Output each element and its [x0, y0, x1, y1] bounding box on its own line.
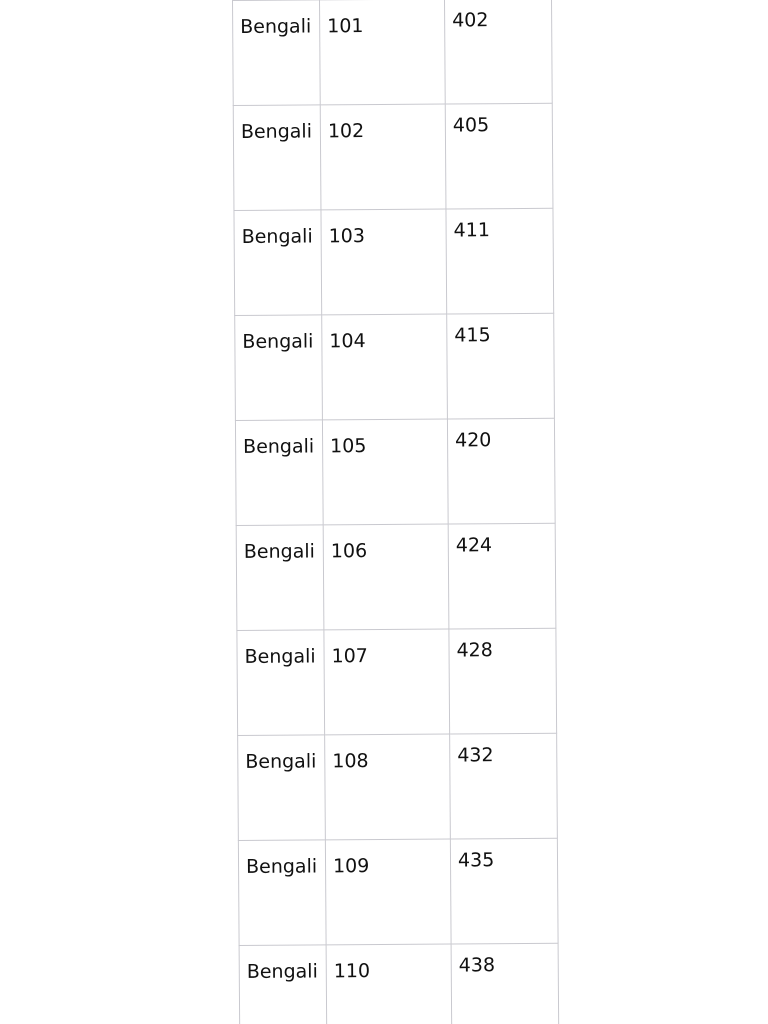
code-text: 110	[333, 960, 371, 983]
language-text: Bengali	[243, 435, 315, 458]
table-row	[233, 0, 553, 105]
data-table	[232, 0, 559, 1024]
value-text: 438	[458, 954, 496, 977]
code-cell	[325, 839, 451, 945]
value-text: 432	[457, 744, 494, 767]
code-cell	[324, 629, 450, 735]
value-text: 424	[455, 534, 493, 557]
code-text: 105	[330, 435, 367, 458]
table-row	[233, 103, 553, 210]
code-text: 104	[329, 330, 366, 353]
value-text: 411	[453, 219, 490, 242]
language-cell	[235, 420, 323, 526]
language-cell	[233, 0, 321, 105]
table-row	[236, 523, 556, 630]
language-cell	[234, 210, 322, 316]
language-text: Bengali	[245, 855, 318, 878]
language-text: Bengali	[244, 645, 316, 668]
code-cell	[323, 524, 449, 630]
code-cell	[322, 419, 448, 525]
table-row	[235, 313, 555, 420]
table-body	[233, 0, 559, 1024]
code-cell	[321, 209, 447, 315]
language-cell	[236, 525, 324, 631]
table-row	[238, 733, 558, 840]
value-cell	[447, 418, 555, 524]
code-cell	[326, 944, 452, 1024]
code-text: 106	[330, 540, 368, 563]
value-cell	[447, 313, 555, 419]
value-text: 405	[452, 114, 490, 137]
language-cell	[238, 735, 326, 841]
table-container	[232, 0, 559, 1024]
value-cell	[448, 523, 556, 629]
table-row	[237, 628, 557, 735]
code-text: 107	[331, 645, 368, 668]
value-cell	[450, 838, 558, 944]
language-text: Bengali	[242, 330, 314, 353]
language-cell	[235, 315, 323, 421]
value-cell	[445, 103, 553, 209]
language-text: Bengali	[243, 540, 315, 563]
language-text: Bengali	[245, 750, 317, 773]
code-text: 103	[328, 225, 365, 248]
value-cell	[446, 208, 554, 314]
value-text: 435	[457, 849, 495, 872]
language-cell	[233, 105, 321, 211]
language-text: Bengali	[246, 960, 318, 983]
code-text: 101	[327, 15, 364, 38]
value-cell	[444, 0, 552, 104]
code-text: 108	[332, 750, 369, 773]
table-row	[238, 838, 558, 945]
language-text: Bengali	[241, 225, 313, 248]
table-row	[234, 208, 554, 315]
value-cell	[450, 733, 558, 839]
language-cell	[239, 945, 327, 1024]
code-cell	[325, 734, 451, 840]
code-cell	[322, 314, 448, 420]
value-cell	[451, 943, 559, 1024]
value-cell	[449, 628, 557, 734]
value-text: 415	[454, 324, 491, 347]
value-text: 402	[452, 9, 489, 32]
code-text: 102	[327, 120, 365, 143]
code-cell	[320, 0, 446, 105]
code-text: 109	[332, 855, 370, 878]
value-text: 428	[456, 639, 493, 662]
language-text: Bengali	[240, 120, 313, 143]
table-row	[239, 943, 559, 1024]
code-cell	[320, 104, 446, 210]
table-row	[235, 418, 555, 525]
language-text: Bengali	[240, 15, 312, 38]
language-cell	[237, 630, 325, 736]
value-text: 420	[455, 429, 492, 452]
language-cell	[238, 840, 326, 946]
